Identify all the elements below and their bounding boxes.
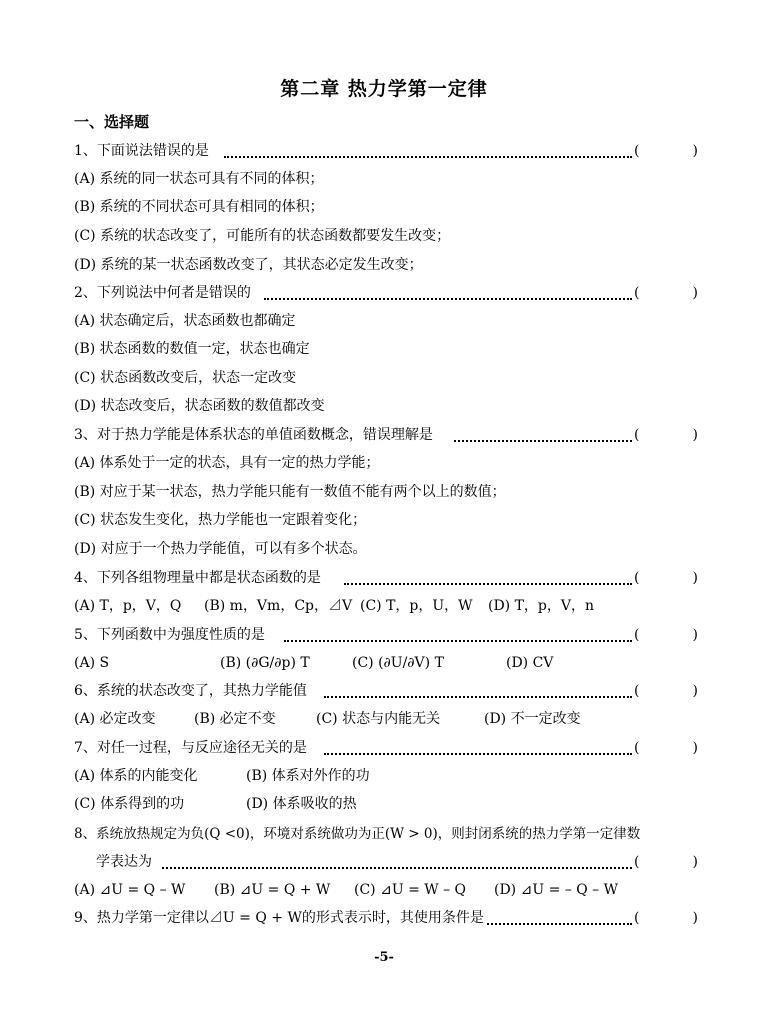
leader-dots [484,921,632,925]
question-5: 5、下列函数中为强度性质的是 ( ) [74,627,698,643]
question-text: 学表达为 [96,854,152,870]
option-c: (C) ⊿U = W – Q [354,882,467,898]
option-d: (D) 对应于一个热力学能值，可以有多个状态。 [74,541,367,557]
question-text: 9、热力学第一定律以⊿U = Q + W的形式表示时，其使用条件是 [74,910,484,926]
page-number: -5- [374,950,394,965]
leader-dots [162,865,632,869]
question-text: 2、下列说法中何者是错误的 [74,285,251,301]
option-b: (B) (∂G/∂p) T [220,655,310,671]
option-d: (D) T，p，V，n [488,598,595,614]
option-a: (A) 必定改变 [74,711,156,727]
option-a: (A) 体系处于一定的状态，具有一定的热力学能； [74,455,380,471]
question-6: 6、系统的状态改变了，其热力学能值 ( ) [74,683,698,699]
leader-dots [324,751,632,755]
option-b: (B) 必定不变 [194,711,276,727]
option-c: (C) T，p，U，W [360,598,473,614]
option-b: (B) 状态函数的数值一定，状态也确定 [74,341,310,357]
question-text: 3、对于热力学能是体系状态的单值函数概念，错误理解是 [74,427,433,443]
chapter-title: 第二章 热力学第一定律 [280,78,488,100]
option-d: (D) 体系吸收的热 [246,796,357,812]
option-a: (A) 系统的同一状态可具有不同的体积； [74,171,324,187]
option-b: (B) 体系对外作的功 [246,768,370,784]
question-text: 6、系统的状态改变了，其热力学能值 [74,683,307,699]
option-d: (D) CV [506,655,554,671]
leader-dots [344,581,632,585]
option-c: (C) (∂U/∂V) T [352,655,444,671]
question-7: 7、对任一过程，与反应途径无关的是 ( ) [74,740,698,756]
option-c: (C) 状态与内能无关 [316,711,441,727]
option-c: (C) 系统的状态改变了，可能所有的状态函数都要发生改变； [74,228,451,244]
question-8: 8、系统放热规定为负(Q <0)，环境对系统做功为正(W > 0)，则封闭系统的热力学第一定律数 [74,826,641,842]
question-4: 4、下列各组物理量中都是状态函数的是 ( ) [74,570,698,586]
option-a: (A) ⊿U = Q – W [74,882,186,898]
option-c: (C) 状态发生变化，热力学能也一定跟着变化； [74,512,367,528]
option-a: (A) T，p，V，Q [74,598,182,614]
option-b: (B) m，Vm，Cp，⊿V [204,598,353,614]
option-c: (C) 状态函数改变后，状态一定改变 [74,370,297,386]
question-3: 3、对于热力学能是体系状态的单值函数概念，错误理解是 ( ) [74,427,698,443]
leader-dots [454,438,632,442]
question-9: 9、热力学第一定律以⊿U = Q + W的形式表示时，其使用条件是 ( ) [74,910,698,926]
question-text: 5、下列函数中为强度性质的是 [74,627,265,643]
option-a: (A) 体系的内能变化 [74,768,198,784]
question-text: 4、下列各组物理量中都是状态函数的是 [74,570,321,586]
option-d: (D) 系统的某一状态函数改变了，其状态必定发生改变； [74,257,423,273]
option-a: (A) 状态确定后，状态函数也都确定 [74,313,296,329]
leader-dots [324,694,632,698]
leader-dots [224,154,632,158]
option-a: (A) S [74,655,110,671]
section-heading: 一、选择题 [74,113,150,131]
question-text: 7、对任一过程，与反应途径无关的是 [74,740,307,756]
leader-dots [264,296,632,300]
option-d: (D) 状态改变后，状态函数的数值都改变 [74,398,325,414]
option-b: (B) ⊿U = Q + W [214,882,331,898]
question-2: 2、下列说法中何者是错误的 ( ) [74,285,698,301]
option-b: (B) 对应于某一状态，热力学能只能有一数值不能有两个以上的数值； [74,484,506,500]
question-1: 1、下面说法错误的是 ( ) [74,143,698,159]
leader-dots [284,638,632,642]
option-d: (D) ⊿U = – Q – W [494,882,618,898]
option-c: (C) 体系得到的功 [74,796,185,812]
question-8-continued: 学表达为 ( ) [96,854,698,870]
option-d: (D) 不一定改变 [484,711,581,727]
question-text: 1、下面说法错误的是 [74,143,209,159]
option-b: (B) 系统的不同状态可具有相同的体积； [74,199,324,215]
